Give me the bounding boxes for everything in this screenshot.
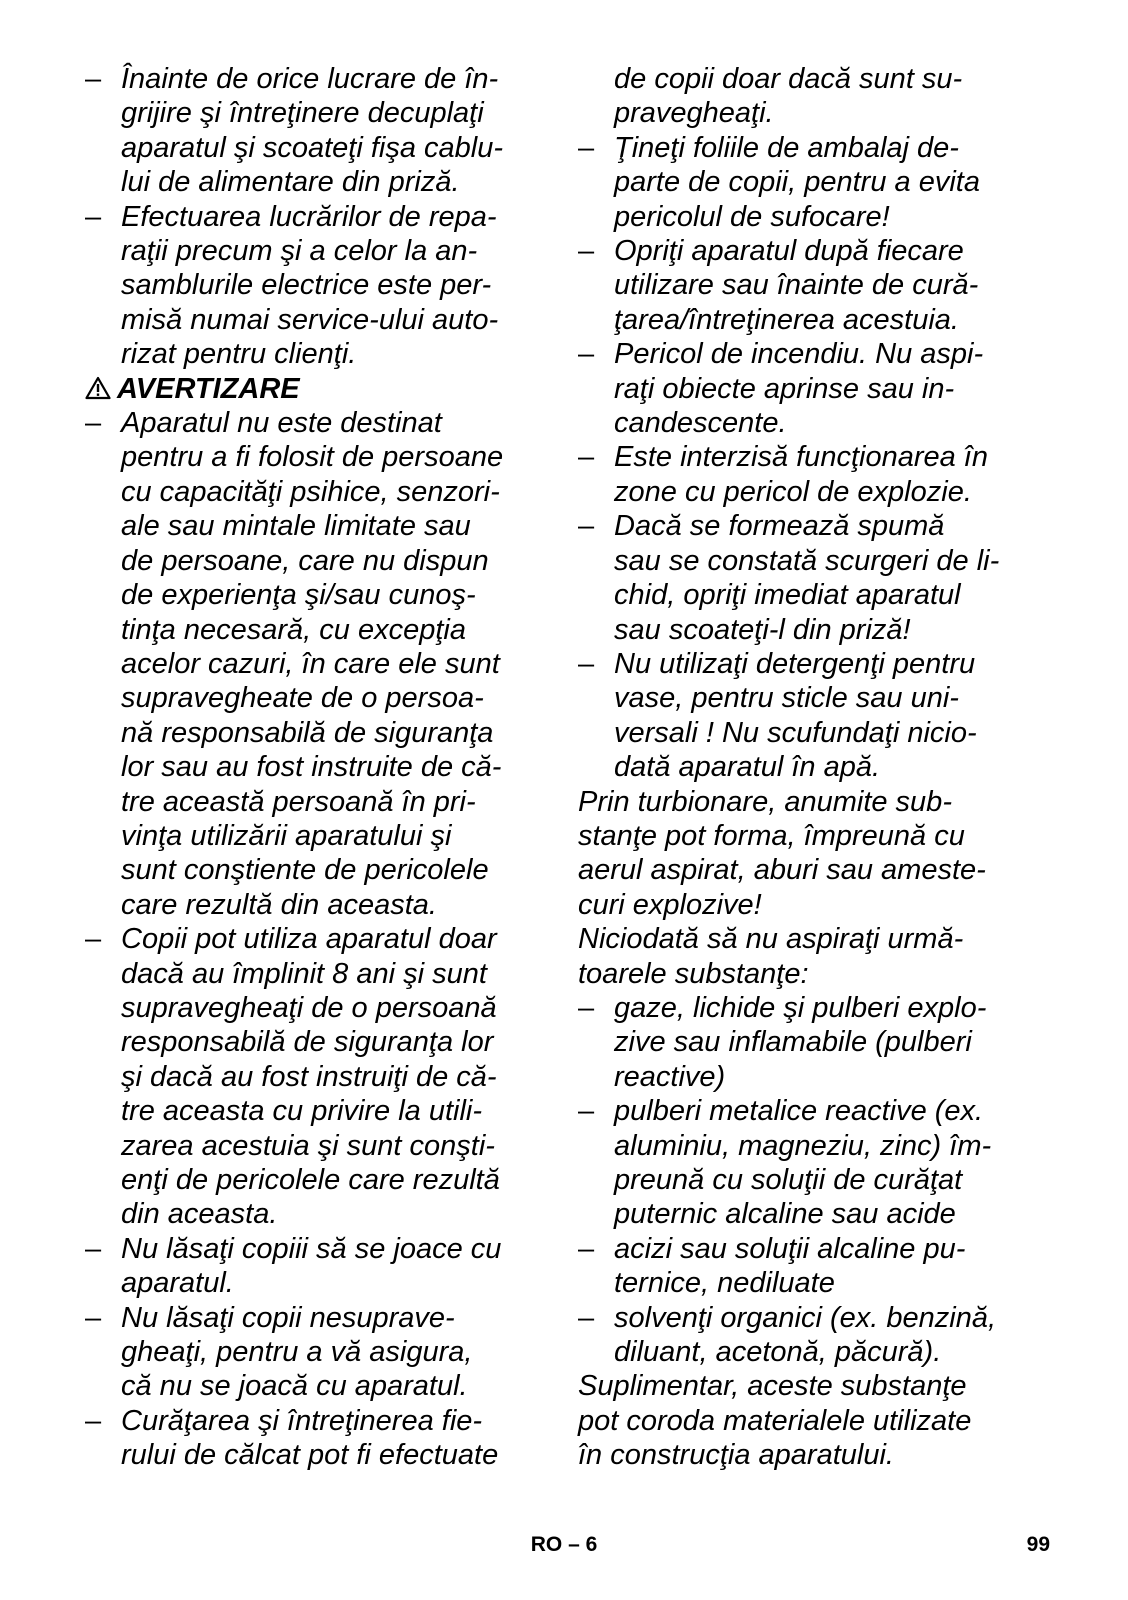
section-page-label: RO – 6 <box>530 1533 598 1556</box>
text-line: puternic alcaline sau acide <box>614 1198 956 1231</box>
list-dash: – <box>578 1232 595 1265</box>
text-line: responsabilă de siguranţa lor <box>121 1026 494 1059</box>
list-dash: – <box>578 131 595 164</box>
text-line: acelor cazuri, în care ele sunt <box>121 647 500 680</box>
text-line: utilizare sau înainte de cură- <box>614 269 979 302</box>
text-line: în construcţia aparatului. <box>578 1439 894 1472</box>
text-line: zive sau inflamabile (pulberi <box>614 1026 972 1059</box>
text-line: rizat pentru clienţi. <box>121 338 357 371</box>
text-line: ţarea/întreţinerea acestuia. <box>614 303 959 336</box>
text-line: Este interzisă funcţionarea în <box>614 441 988 474</box>
text-line: zarea acestuia şi sunt conşti- <box>121 1129 495 1162</box>
list-dash: – <box>578 235 595 268</box>
list-item-continuation <box>578 62 1048 131</box>
warning-heading <box>85 372 545 406</box>
text-line: parte de copii, pentru a evita <box>614 166 980 199</box>
warning-triangle-icon <box>85 376 111 400</box>
text-line: diluant, acetonă, păcură). <box>614 1336 942 1369</box>
text-line: Aparatul nu este destinat <box>121 407 442 440</box>
list-dash: – <box>85 1301 102 1334</box>
text-line: aluminiu, magneziu, zinc) îm- <box>614 1129 992 1162</box>
text-line: Efectuarea lucrărilor de repa- <box>121 200 497 233</box>
text-line: gaze, lichide şi pulberi explo- <box>614 991 987 1024</box>
text-line: raţi obiecte aprinse sau in- <box>614 372 955 405</box>
text-line: candescente. <box>614 407 787 440</box>
text-line: pot coroda materialele utilizate <box>578 1404 972 1437</box>
text-line: grijire şi întreţinere decuplaţi <box>121 97 484 130</box>
text-line: tinţa necesară, cu excepţia <box>121 613 466 646</box>
list-dash: – <box>578 510 595 543</box>
list-item <box>578 131 1048 234</box>
text-line: enţi de pericolele care rezultă <box>121 1164 500 1196</box>
warning-label: AVERTIZARE <box>117 372 300 405</box>
text-line: Nu lăsaţi copiii să se joace cu <box>121 1232 502 1265</box>
list-item <box>578 509 1048 647</box>
text-line: toarele substanţe: <box>578 957 809 990</box>
list-dash: – <box>578 991 595 1024</box>
text-line: sau se constată scurgeri de li- <box>614 544 1000 577</box>
list-item <box>578 1232 1048 1301</box>
list-dash: – <box>578 441 595 474</box>
right-column <box>578 62 1048 1473</box>
text-line: de persoane, care nu dispun <box>121 544 489 577</box>
text-line: de experienţa şi/sau cunoş- <box>121 579 476 612</box>
list-dash: – <box>85 1232 102 1265</box>
list-item <box>85 406 545 922</box>
text-line: Suplimentar, aceste substanţe <box>578 1370 967 1403</box>
list-dash: – <box>85 1404 102 1437</box>
text-line: supravegheaţi de o persoană <box>121 991 497 1024</box>
text-line: care rezultă din aceasta. <box>121 888 437 921</box>
list-item <box>85 922 545 1232</box>
text-line: Copii pot utiliza aparatul doar <box>121 923 497 956</box>
text-line: aparatul şi scoateţi fişa cablu- <box>121 131 504 164</box>
list-item <box>85 1404 545 1473</box>
text-line: Nu utilizaţi detergenţi pentru <box>614 647 976 680</box>
text-line: lor sau au fost instruite de că- <box>121 751 502 784</box>
text-line: de copii doar dacă sunt su- <box>614 63 963 95</box>
text-line: cu capacităţi psihice, senzori- <box>121 475 500 508</box>
text-line: ternice, nediluate <box>614 1267 835 1300</box>
text-line: supravegheate de o persoa- <box>121 682 484 715</box>
list-item <box>578 337 1048 440</box>
text-line: pentru a fi folosit de persoane <box>121 441 504 474</box>
text-line: tre această persoană în pri- <box>121 785 476 818</box>
text-line: Opriţi aparatul după fiecare <box>614 235 964 268</box>
list-item <box>578 1301 1048 1370</box>
text-line: stanţe pot forma, împreună cu <box>578 819 965 852</box>
list-dash: – <box>85 200 102 233</box>
list-dash: – <box>578 647 595 680</box>
text-line: dacă au împlinit 8 ani şi sunt <box>121 957 487 990</box>
text-line: din aceasta. <box>121 1198 278 1231</box>
text-line: raţii precum şi a celor la an- <box>121 235 478 268</box>
text-line: rului de călcat pot fi efectuate <box>121 1439 499 1472</box>
left-column <box>85 62 545 1473</box>
list-dash: – <box>85 407 102 440</box>
list-item <box>578 234 1048 337</box>
page-number: 99 <box>1026 1533 1050 1556</box>
text-line: Nu lăsaţi copii nesuprave- <box>121 1301 455 1334</box>
list-item <box>85 1232 545 1301</box>
text-line: preună cu soluţii de curăţat <box>614 1164 963 1196</box>
text-line: chid, opriţi imediat aparatul <box>614 579 961 612</box>
text-line: ale sau mintale limitate sau <box>121 510 471 543</box>
list-dash: – <box>578 1095 595 1128</box>
text-line: pericolul de sufocare! <box>614 200 890 233</box>
text-line: aerul aspirat, aburi sau ameste- <box>578 854 986 887</box>
text-line: curi explozive! <box>578 888 762 921</box>
text-line: aparatul. <box>121 1267 234 1300</box>
text-line: Niciodată să nu aspiraţi urmă- <box>578 923 964 956</box>
text-line: zone cu pericol de explozie. <box>614 475 972 508</box>
text-line: lui de alimentare din priză. <box>121 166 460 199</box>
text-line: Curăţarea şi întreţinerea fie- <box>121 1404 483 1437</box>
list-item <box>85 200 545 372</box>
text-line: că nu se joacă cu aparatul. <box>121 1370 468 1403</box>
text-line: sau scoateţi-l din priză! <box>614 613 911 646</box>
text-line: Ţineţi foliile de ambalaj de- <box>614 131 959 164</box>
text-line: dată aparatul în apă. <box>614 751 881 784</box>
text-line: nă responsabilă de siguranţa <box>121 716 494 749</box>
list-dash: – <box>578 338 595 371</box>
list-item <box>85 1301 545 1404</box>
text-line: samblurile electrice este per- <box>121 269 492 302</box>
list-dash: – <box>85 923 102 956</box>
paragraph <box>578 1369 1048 1472</box>
paragraph <box>578 785 1048 923</box>
text-line: gheaţi, pentru a vă asigura, <box>121 1336 473 1369</box>
text-line: vase, pentru sticle sau uni- <box>614 682 959 715</box>
list-item <box>578 1094 1048 1232</box>
text-line: vinţa utilizării aparatului şi <box>121 819 452 852</box>
text-line: sunt conştiente de pericolele <box>121 854 489 887</box>
text-line: tre aceasta cu privire la utili- <box>121 1095 483 1128</box>
text-line: solvenţi organici (ex. benzină, <box>614 1301 997 1334</box>
list-dash: – <box>85 63 102 95</box>
text-line: versali ! Nu scufundaţi nicio- <box>614 716 977 749</box>
text-line: acizi sau soluţii alcaline pu- <box>614 1232 966 1265</box>
text-line: misă numai service-ului auto- <box>121 303 499 336</box>
text-line: pulberi metalice reactive (ex. <box>614 1095 984 1128</box>
list-item <box>85 62 545 200</box>
text-line: pravegheaţi. <box>614 97 774 130</box>
text-line: Prin turbionare, anumite sub- <box>578 785 952 818</box>
list-dash: – <box>578 1301 595 1334</box>
text-line: şi dacă au fost instruiţi de că- <box>121 1060 497 1093</box>
text-line: Înainte de orice lucrare de în- <box>121 63 499 95</box>
text-line: Dacă se formează spumă <box>614 510 945 543</box>
text-line: Pericol de incendiu. Nu aspi- <box>614 338 984 371</box>
text-line: reactive) <box>614 1060 726 1093</box>
list-item <box>578 440 1048 509</box>
paragraph <box>578 922 1048 991</box>
list-item <box>578 647 1048 785</box>
list-item <box>578 991 1048 1094</box>
